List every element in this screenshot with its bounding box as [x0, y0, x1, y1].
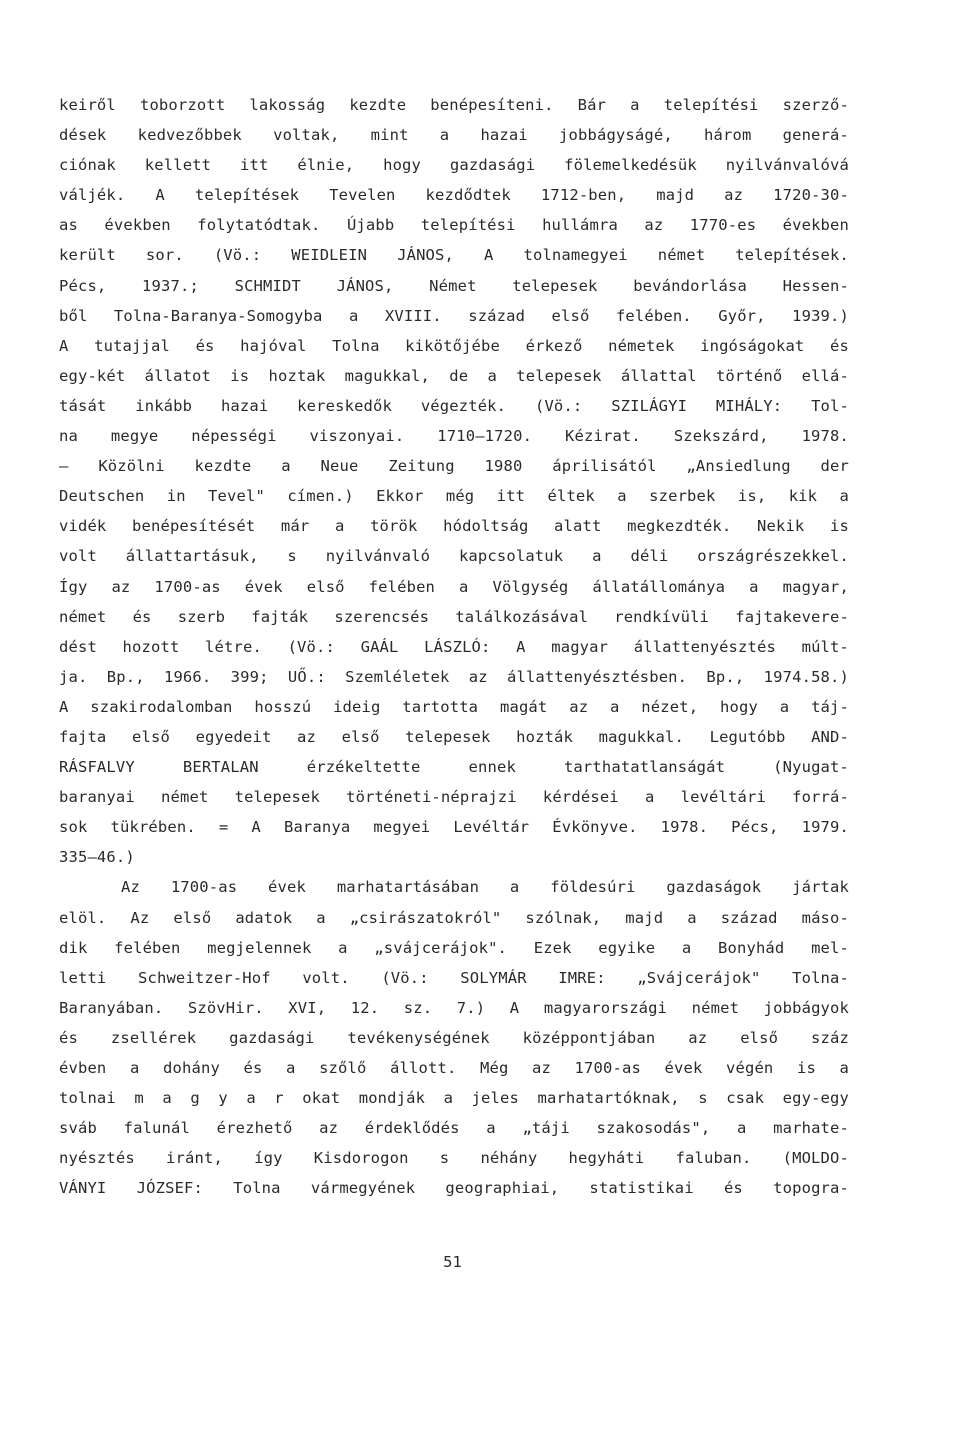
text-line: sok tükrében. = A Baranya megyei Levéltár Évkönyve. 1978. Pécs, 1979. — [59, 818, 849, 837]
text-line: nyésztés iránt, így Kisdorogon s néhány hegyháti faluban. (MOLDO- — [59, 1149, 849, 1168]
text-line: és zsellérek gazdasági tevékenységének középpontjában az első száz — [59, 1028, 849, 1047]
text-line: tását inkább hazai kereskedők végezték. (Vö.: SZILÁGYI MIHÁLY: Tol- — [59, 396, 849, 415]
text-line: Pécs, 1937.; SCHMIDT JÁNOS, Német telepesek bevándorlása Hessen- — [59, 276, 849, 295]
text-line: VÁNYI JÓZSEF: Tolna vármegyének geographiai, statistikai és topogra- — [59, 1179, 849, 1198]
text-line: volt állattartásuk, s nyilvánvaló kapcsolatuk a déli országrészekkel. — [59, 547, 849, 566]
text-line: sváb falunál érezhető az érdeklődés a „táji szakosodás", a marhate- — [59, 1119, 849, 1138]
text-line: ből Tolna-Baranya-Somogyba a XVIII. század első felében. Győr, 1939.) — [59, 306, 849, 325]
page-number: 51 — [443, 1253, 462, 1271]
text-line: évben a dohány és a szőlő állott. Még az 1700-as évek végén is a — [59, 1059, 849, 1077]
text-line: Baranyában. SzövHir. XVI, 12. sz. 7.) A magyarországi német jobbágyok — [59, 998, 849, 1017]
body-text — [59, 90, 849, 1203]
paragraph-start-line: Az 1700-as évek marhatartásában a földesúri gazdaságok jártak — [121, 878, 849, 897]
text-line: A tutajjal és hajóval Tolna kikötőjébe érkező németek ingóságokat és — [59, 336, 849, 355]
text-line: került sor. (Vö.: WEIDLEIN JÁNOS, A tolnamegyei német telepítések. — [59, 246, 849, 265]
text-line: Így az 1700-as évek első felében a Völgység állatállománya a magyar, — [59, 577, 849, 596]
text-line: keiről toborzott lakosság kezdte benépesíteni. Bár a telepítési szerző- — [59, 96, 849, 114]
text-line: dések kedvezőbbek voltak, mint a hazai jobbágyságé, három generá- — [59, 126, 849, 145]
text-line: 335—46.) — [59, 848, 135, 867]
text-line: német és szerb fajták szerencsés találkozásával rendkívüli fajtakevere- — [59, 607, 849, 626]
text-line: dést hozott létre. (Vö.: GAÁL LÁSZLÓ: A magyar állattenyésztés múlt- — [59, 637, 849, 656]
text-line: A szakirodalomban hosszú ideig tartotta magát az a nézet, hogy a táj- — [59, 697, 849, 716]
text-line: RÁSFALVY BERTALAN érzékeltette ennek tarthatatlanságát (Nyugat- — [59, 758, 849, 777]
text-line: na megye népességi viszonyai. 1710—1720. Kézirat. Szekszárd, 1978. — [59, 427, 849, 446]
text-line: elöl. Az első adatok a „csirászatokról" szólnak, majd a század máso- — [59, 908, 849, 927]
text-line: tolnai m a g y a r okat mondják a jeles marhatartóknak, s csak egy-egy — [59, 1089, 849, 1108]
text-line: — Közölni kezdte a Neue Zeitung 1980 áprilisától „Ansiedlung der — [59, 457, 849, 476]
text-line: letti Schweitzer-Hof volt. (Vö.: SOLYMÁR IMRE: „Svájcerájok" Tolna- — [59, 968, 849, 987]
text-line: egy-két állatot is hoztak magukkal, de a telepesek állattal történő ellá- — [59, 366, 849, 385]
text-line: as években folytatódtak. Újabb telepítési hullámra az 1770-es években — [59, 216, 849, 235]
text-line: ja. Bp., 1966. 399; UŐ.: Szemléletek az állattenyésztésben. Bp., 1974.58.) — [59, 667, 849, 686]
text-line: dik felében megjelennek a „svájcerájok". Ezek egyike a Bonyhád mel- — [59, 938, 849, 957]
text-line: fajta első egyedeit az első telepesek hozták magukkal. Legutóbb AND- — [59, 727, 849, 746]
text-line: vidék benépesítését már a török hódoltság alatt megkezdték. Nekik is — [59, 517, 849, 536]
text-line: ciónak kellett itt élnie, hogy gazdasági fölemelkedésük nyilvánvalóvá — [59, 156, 849, 175]
text-line: Deutschen in Tevel" címen.) Ekkor még itt éltek a szerbek is, kik a — [59, 487, 849, 506]
text-line: baranyai német telepesek történeti-néprajzi kérdései a levéltári forrá- — [59, 788, 849, 807]
text-line: váljék. A telepítések Tevelen kezdődtek 1712-ben, majd az 1720-30- — [59, 186, 849, 205]
